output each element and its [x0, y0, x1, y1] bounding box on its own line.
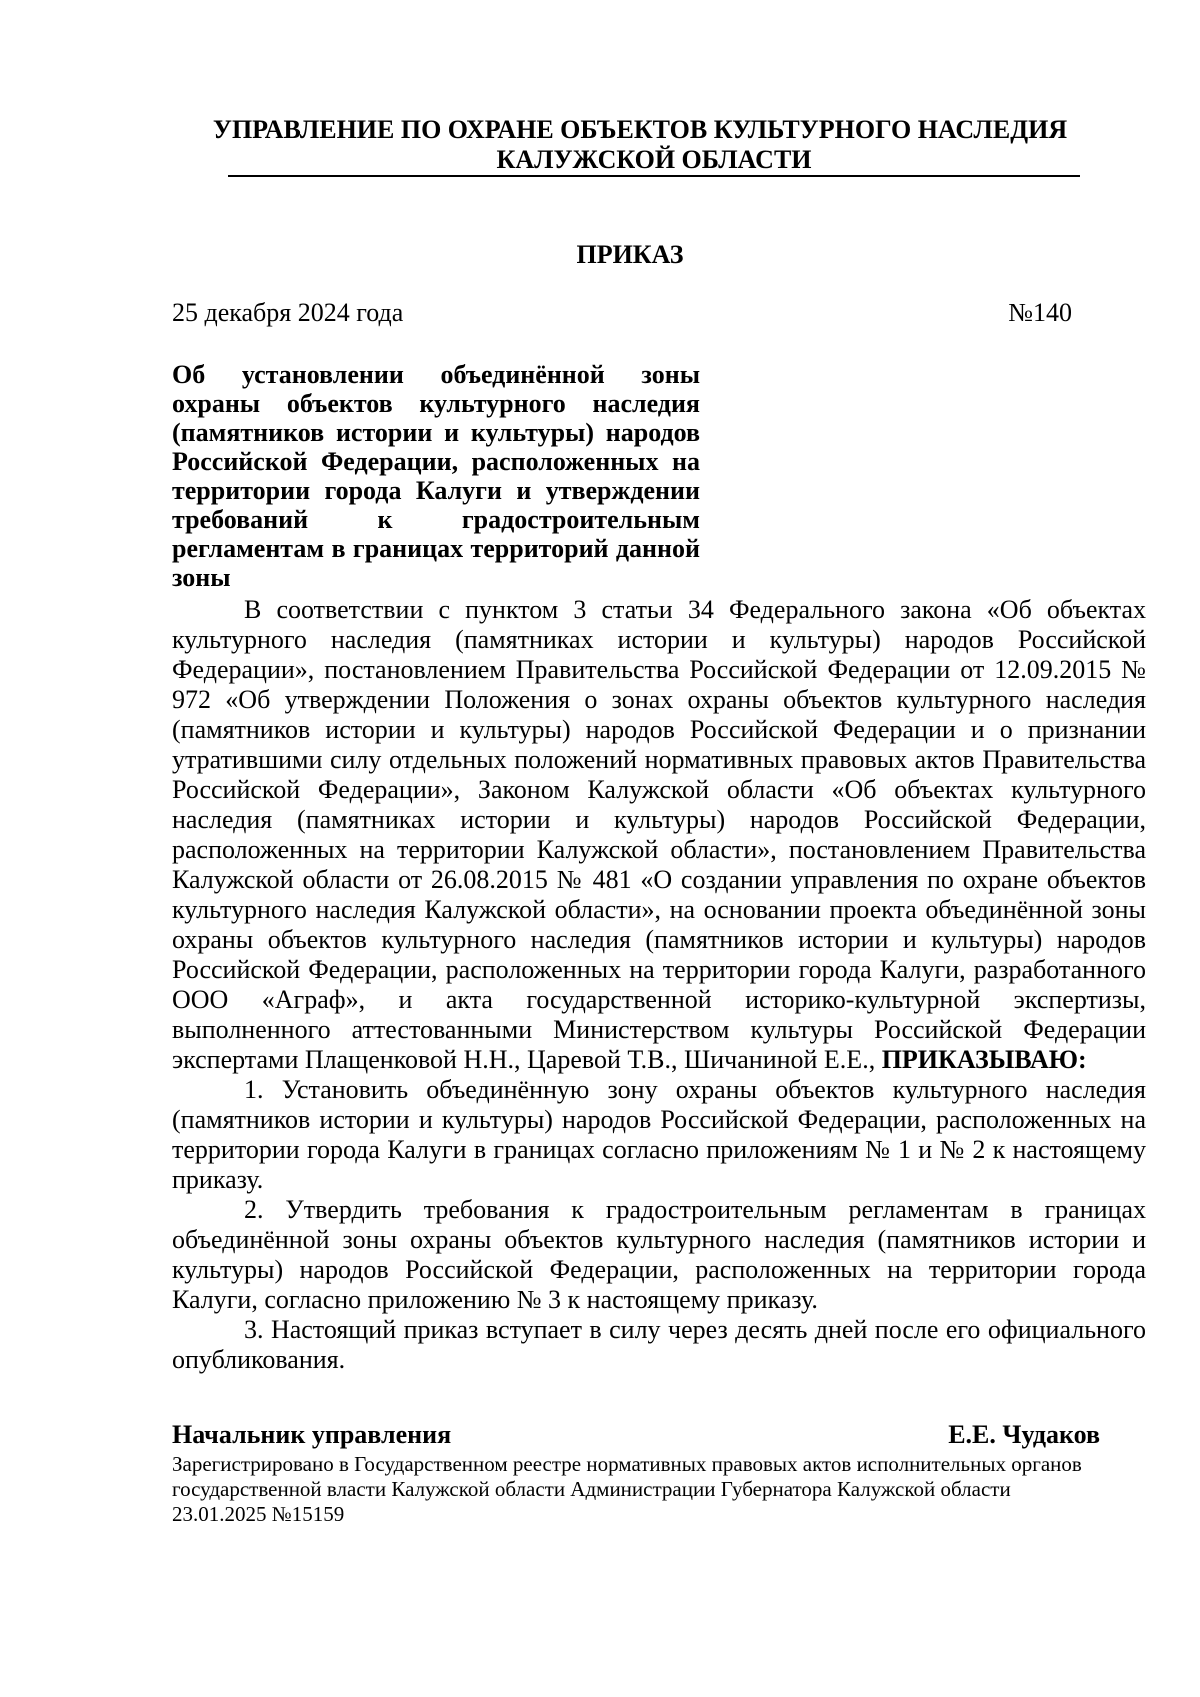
document-type-title: ПРИКАЗ — [576, 240, 684, 269]
preamble-text: В соответствии с пунктом 3 статьи 34 Федерального закона «Об объектах культурного наследия (памятниках истории и культуры) народов Российской Федерации», постановлением Правительства Российской Федерации от 12.09.2015 № 972 «Об утверждении Положения о зонах охраны объектов культурного наследия (памятников истории и культуры) народов Российской Федерации и о признании утратившими силу отдельных положений нормативных правовых актов Правительства Российской Федерации», Законом Калужской области «Об объектах культурного наследия (памятниках истории и культуры) народов Российской Федерации, расположенных на территории Калужской области», постановлением Правительства Калужской области от 26.08.2015 № 481 «О создании управления по охране объектов культурного наследия Калужской области», на основании проекта объединённой зоны охраны объектов культурного наследия (памятников истории и культуры) народов Российской Федерации, расположенных на территории города Калуги, разработанного ООО «Аграф», и акта государственной историко-культурной экспертизы, выполненного аттестованными Министерством культуры Российской Федерации экспертами Плащенковой Н.Н., Царевой Т.В., Шичаниной Е.Е., — [172, 595, 1146, 1074]
order-item-1: 1. Установить объединённую зону охраны объектов культурного наследия (памятников истории и культуры) народов Российской Федерации, расположенных на территории города Калуги в границах согласно приложениям № 1 и № 2 к настоящему приказу. — [172, 1075, 1146, 1194]
order-word: ПРИКАЗЫВАЮ: — [881, 1045, 1087, 1074]
registration-note: Зарегистрировано в Государственном реестре нормативных правовых актов исполнительных органов государственной власти Калужской области Администрации Губернатора Калужской области 23.01.2025 №15159 — [172, 1452, 1082, 1526]
document-number: №140 — [1008, 298, 1072, 327]
issuer-title-line1: УПРАВЛЕНИЕ ПО ОХРАНЕ ОБЪЕКТОВ КУЛЬТУРНОГО НАСЛЕДИЯ — [212, 115, 1068, 144]
document-subject: Об установлении объединённой зоны охраны объектов культурного наследия (памятников истории и культуры) народов Российской Федерации, расположенных на территории города Калуги и утверждении требований к градостроительным регламентам в границах территорий данной зоны — [172, 360, 700, 592]
document-body — [172, 595, 1146, 1375]
issuer-title-line2: КАЛУЖСКОЙ ОБЛАСТИ — [228, 145, 1080, 177]
document-date: 25 декабря 2024 года — [172, 298, 404, 327]
order-item-2: 2. Утвердить требования к градостроительным регламентам в границах объединённой зоны охраны объектов культурного наследия (памятников истории и культуры) народов Российской Федерации, расположенных на территории города Калуги, согласно приложению № 3 к настоящему приказу. — [172, 1195, 1146, 1314]
signatory-name: Е.Е. Чудаков — [948, 1420, 1100, 1449]
order-item-3: 3. Настоящий приказ вступает в силу через десять дней после его официального опубликования. — [172, 1315, 1146, 1374]
signatory-role: Начальник управления — [172, 1420, 452, 1449]
preamble-paragraph — [172, 595, 1146, 1075]
